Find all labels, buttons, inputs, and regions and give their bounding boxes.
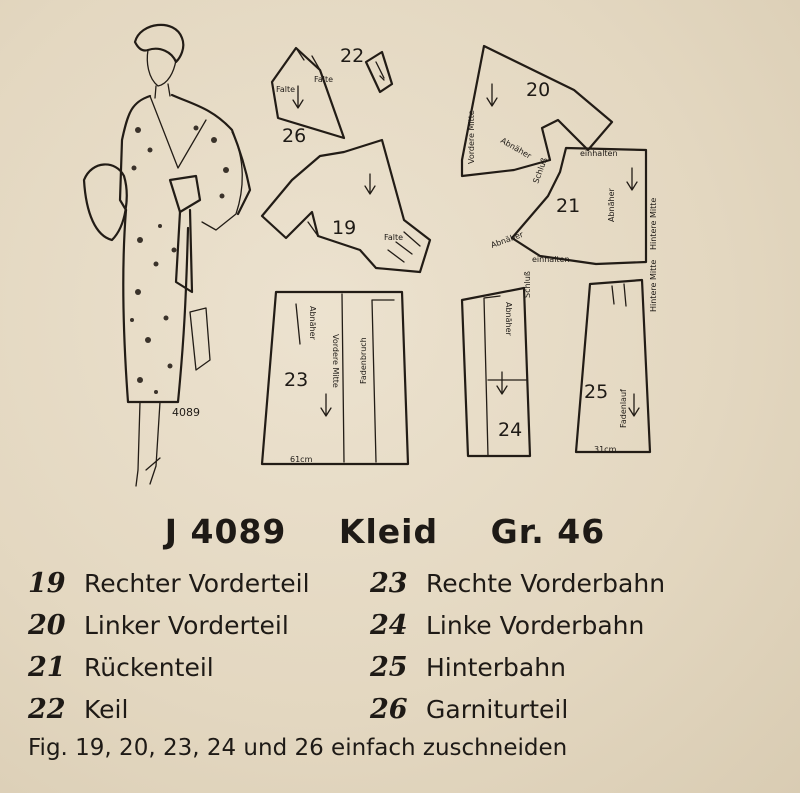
back-center-mark-21: Hintere Mitte	[649, 197, 658, 250]
legend-label: Hinterbahn	[426, 653, 566, 682]
fold-mark-right: Falte	[314, 75, 334, 84]
legend-item	[28, 568, 310, 608]
piece-number-24: 24	[498, 419, 523, 441]
legend-label: Linke Vorderbahn	[426, 611, 645, 640]
ease-mark-21-bottom: einhalten	[532, 255, 570, 264]
garment-name: Kleid	[338, 512, 439, 551]
piece-22	[340, 45, 392, 92]
piece-26	[272, 48, 344, 147]
ease-mark-21-top: einhalten	[580, 149, 618, 158]
model-number-label: 4089	[172, 406, 200, 419]
legend-item	[370, 652, 566, 692]
piece-25	[576, 260, 658, 454]
legend-item	[28, 610, 289, 650]
fold-mark-19: Falte	[384, 233, 404, 242]
width-mark-25: 31cm	[594, 445, 617, 454]
legend-label: Rechter Vorderteil	[84, 569, 310, 598]
legend-item	[370, 568, 665, 608]
legend-item	[370, 610, 644, 650]
piece-number-21: 21	[556, 195, 581, 217]
dart-mark-23: Abnäher	[308, 306, 317, 340]
legend-label: Rechte Vorderbahn	[426, 569, 666, 598]
cutting-note: Fig. 19, 20, 23, 24 und 26 einfach zuschneiden	[28, 735, 568, 761]
grain-mark-23: Fadenbruch	[359, 337, 368, 384]
dart-mark-21-left: Abnäher	[489, 229, 525, 250]
grain-mark-25: Fadenlauf	[619, 389, 628, 428]
legend-number: 26	[370, 694, 408, 725]
front-center-mark-20: Vordere Mitte	[467, 110, 476, 164]
legend-number: 24	[370, 610, 408, 641]
piece-number-25: 25	[584, 381, 609, 403]
fold-mark-left: Falte	[276, 85, 296, 94]
piece-number-22: 22	[340, 45, 365, 67]
closure-mark-21: Schluß	[531, 156, 550, 185]
pattern-title	[0, 512, 800, 551]
legend-label: Rückenteil	[84, 653, 214, 682]
piece-number-19: 19	[332, 217, 357, 239]
piece-number-23: 23	[284, 369, 309, 391]
legend-number: 19	[28, 568, 66, 599]
width-mark-23: 61cm	[290, 455, 313, 464]
legend-label: Garniturteil	[426, 695, 569, 724]
piece-23	[262, 292, 408, 464]
front-center-mark-23: Vordere Mitte	[331, 334, 340, 388]
legend-number: 23	[370, 568, 408, 599]
closure-mark-24: Schluß	[523, 271, 532, 298]
size-label: Gr. 46	[490, 512, 606, 551]
legend-label: Keil	[84, 695, 129, 724]
pattern-code: J 4089	[164, 512, 287, 551]
legend-label: Linker Vorderteil	[84, 611, 289, 640]
legend-item	[28, 694, 128, 734]
legend-number: 22	[28, 694, 66, 725]
legend-item	[370, 694, 568, 734]
legend-item	[28, 652, 214, 692]
fashion-figure-drawing	[84, 25, 250, 486]
dart-mark-24: Abnäher	[504, 302, 513, 336]
back-center-mark-25: Hintere Mitte	[649, 259, 658, 312]
piece-24	[462, 271, 532, 456]
dart-mark-21-right: Abnäher	[607, 188, 616, 222]
legend-number: 21	[28, 652, 66, 683]
piece-21	[490, 148, 658, 264]
legend-number: 25	[370, 652, 408, 683]
piece-number-26: 26	[282, 125, 307, 147]
legend-number: 20	[28, 610, 66, 641]
piece-number-20: 20	[526, 79, 551, 101]
piece-19	[262, 140, 430, 272]
dart-mark-20: Abnäher	[499, 135, 533, 161]
